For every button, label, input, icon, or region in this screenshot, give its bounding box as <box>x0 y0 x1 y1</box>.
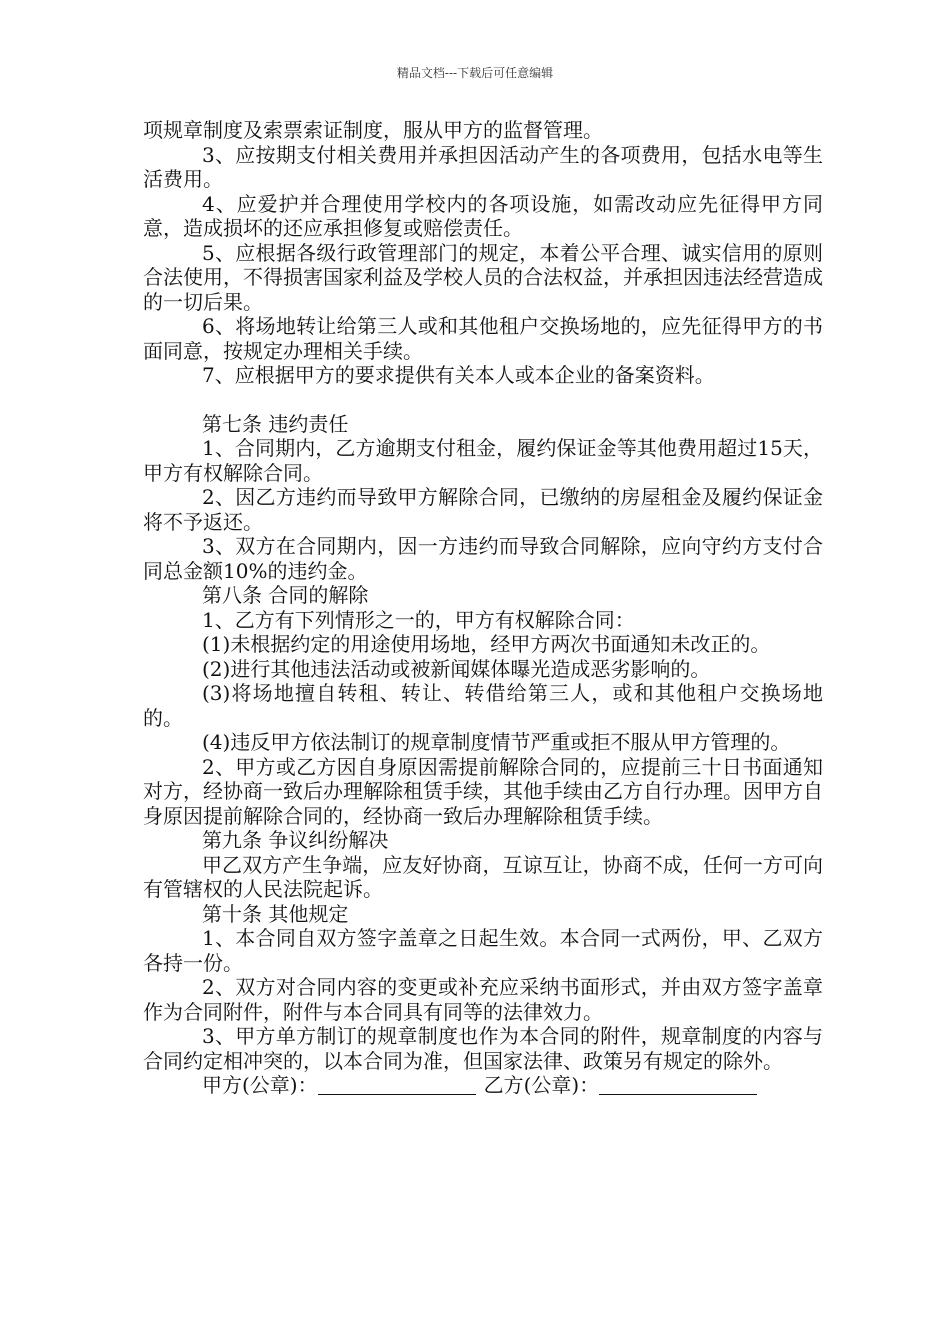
paragraph: (4)违反甲方依法制订的规章制度情节严重或拒不服从甲方管理的。 <box>202 730 791 754</box>
paragraph: 2、甲方或乙方因自身原因需提前解除合同的，应提前三十日书面通知对方，经协商一致后办理解除租赁手续，其他手续由乙方自行办理。因甲方自身原因提前解除合同的，经协商一致后办理解除租赁手续。 <box>143 754 823 828</box>
paragraph: (3)将场地擅自转租、转让、转借给第三人，或和其他租户交换场地的。 <box>143 681 823 730</box>
paragraph: 2、双方对合同内容的变更或补充应采纳书面形式，并由双方签字盖章作为合同附件，附件与本合同具有同等的法律效力。 <box>143 975 823 1024</box>
paragraph: 6、将场地转让给第三人或和其他租户交换场地的，应先征得甲方的书面同意，按规定办理相关手续。 <box>143 314 823 363</box>
party-b-blank[interactable] <box>599 1074 757 1095</box>
paragraph: 2、因乙方违约而导致甲方解除合同，已缴纳的房屋租金及履约保证金将不予返还。 <box>143 485 823 534</box>
blank-line <box>143 388 823 412</box>
signature-line <box>143 1073 823 1098</box>
paragraph: 甲乙双方产生争端，应友好协商，互谅互让，协商不成，任何一方可向有管辖权的人民法院起诉。 <box>143 852 823 901</box>
paragraph: 5、应根据各级行政管理部门的规定，本着公平合理、诚实信用的原则合法使用，不得损害国家利益及学校人员的合法权益，并承担因违法经营造成的一切后果。 <box>143 240 823 314</box>
section-heading: 第八条 合同的解除 <box>202 583 369 607</box>
paragraph: 1、乙方有下列情形之一的，甲方有权解除合同： <box>202 607 635 632</box>
paragraph: 1、本合同自双方签字盖章之日起生效。本合同一式两份，甲、乙双方各持一份。 <box>143 926 823 975</box>
contract-body <box>143 118 823 1098</box>
paragraph: 项规章制度及索票索证制度，服从甲方的监督管理。 <box>143 118 603 142</box>
paragraph: (1)未根据约定的用途使用场地，经甲方两次书面通知未改正的。 <box>202 632 771 656</box>
paragraph: 1、合同期内，乙方逾期支付租金，履约保证金等其他费用超过15天，甲方有权解除合同。 <box>143 436 823 485</box>
section-heading: 第十条 其他规定 <box>202 901 349 926</box>
paragraph: 7、应根据甲方的要求提供有关本人或本企业的备案资料。 <box>202 363 715 387</box>
paragraph: 3、双方在合同期内，因一方违约而导致合同解除，应向守约方支付合同总金额10%的违约金。 <box>143 534 823 583</box>
party-a-label: 甲方(公章)： <box>202 1073 318 1097</box>
paragraph: (2)进行其他违法活动或被新闻媒体曝光造成恶劣影响的。 <box>202 656 711 681</box>
party-b-label: 乙方(公章)： <box>483 1073 600 1097</box>
party-a-blank[interactable] <box>318 1074 476 1095</box>
paragraph: 3、应按期支付相关费用并承担因活动产生的各项费用，包括水电等生活费用。 <box>143 142 823 191</box>
paragraph: 4、应爱护并合理使用学校内的各项设施，如需改动应先征得甲方同意，造成损坏的还应承担修复或赔偿责任。 <box>143 191 823 240</box>
section-heading: 第九条 争议纠纷解决 <box>202 828 389 852</box>
section-heading: 第七条 违约责任 <box>202 411 349 436</box>
paragraph: 3、甲方单方制订的规章制度也作为本合同的附件，规章制度的内容与合同约定相冲突的，以本合同为准，但国家法律、政策另有规定的除外。 <box>143 1024 823 1073</box>
page-header: 精品文档---下载后可任意编辑 <box>396 66 554 80</box>
